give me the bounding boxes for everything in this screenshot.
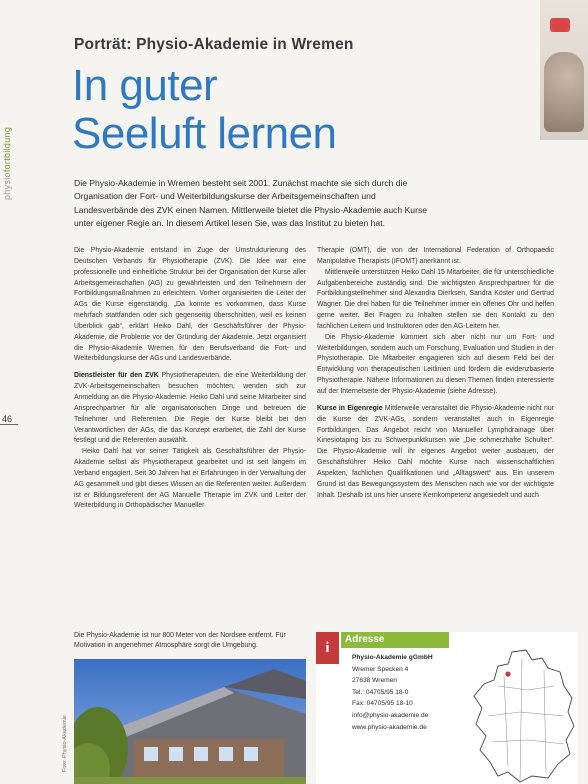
- germany-map-icon: [468, 646, 578, 784]
- building-photo: [74, 659, 306, 784]
- side-label-brand: physio: [2, 172, 12, 200]
- address-line-email[interactable]: info@physio-akademie.de: [352, 711, 429, 719]
- paragraph: Dienstleister für den ZVK Physiotherapeuten, die eine Weiterbildung der ZVK-Arbeitsgemeinschaften besuchen möchten, wenden sich zur Anmeldung an die Physio-Akademie. Heiko Dahl und seine Mitarbeiter sind Ansprechpartner für alle organisatorischen Dinge und betreuen die Teilnehmer und Referenten. Die Regie der Kurse bleibt bei den Verantwortlichen der AGs, die das Konzept erarbeitet, die Zahl der Kurse festlegt und die Referenten auswählt.: [74, 372, 307, 445]
- address-lines: [352, 652, 433, 733]
- headline-line-1: In guter: [72, 61, 218, 110]
- paragraph: Die Physio-Akademie entstand im Zuge der Umstrukturierung des Deutschen Verbands für Physiotherapie (ZVK). Die Idee war eine professionelle und einheitliche Struktur bei der Organisation der Kurse aller Arbeitsgemeinschaften (AG) zu gewährleisten und den Teilnehmern der Fortbildungsmaßnahmen zu erleichtern. Vorher organisierten die Leiter der AGs die Kurse eigenständig. „Da konnte es vorkommen, dass Kurse mehrfach stattfanden oder sich gegenseitig überschnitten, weil es keinen Überblick gab“, erklärt Heiko Dahl, der Geschäftsführer der Physio-Akademie, die Probleme vor der Gründung der Akademie. Jetzt organisiert die Physio-Akademie Wremen für den Berufsverband die Fort- und Weiterbildungskurse der AGs und Landesverbände.: [74, 247, 306, 363]
- address-box: [316, 632, 578, 784]
- photo-caption: Die Physio-Akademie ist nur 800 Meter von der Nordsee entfernt. Für Motivation in angenehmer Atmosphäre sorgt die Umgebung.: [74, 632, 286, 649]
- address-line-fax: Fax: 04705/95 18-10: [352, 700, 413, 708]
- address-title: Adresse: [341, 632, 449, 648]
- info-icon: i: [316, 632, 339, 664]
- ad-photo: [544, 52, 584, 132]
- photo-credit: Foto: Physio-Akademie: [62, 715, 68, 772]
- address-line-web[interactable]: www.physio-akademie.de: [352, 723, 427, 731]
- article-intro: Die Physio-Akademie in Wremen besteht seit 2001. Zunächst machte sie sich durch die Organisation der Fort- und Weiterbildungskurse der Arbeitsgemeinschaften und Landesverbände des ZVK einen Namen. Mittlerweile bietet die Physio-Akademie auch Kurse unter eigener Regie an. In diesem Artikel lesen Sie, was das Institut zu bieten hat.: [74, 178, 428, 229]
- article-column-1: [74, 246, 306, 512]
- ad-graphic: [550, 18, 570, 32]
- side-label-section: fortbildung: [2, 126, 12, 173]
- subhead: Kurse in Eigenregie: [317, 404, 383, 412]
- paragraph: Die Physio-Akademie kümmert sich aber nicht nur um Fort- und Weiterbildungen, sondern auch um Forschung, Evaluation und Studien in der Physiotherapie. Die Mitarbeiter engagieren sich auf diesem Feld bei der Entwicklung von therapeutischen Leitlinien und fördern die evidenzbasierte Physiotherapie. Nähere Informationen zu diesen Themen finden interessierte auf der Internetseite der Physio-Akademie (siehe Adresse).: [317, 333, 554, 395]
- building-photo-illustration: [74, 659, 306, 784]
- address-line-city: 27638 Wremen: [352, 677, 397, 685]
- headline-line-2: Seeluft lernen: [72, 109, 337, 158]
- article-headline: [72, 62, 337, 158]
- subhead: Dienstleister für den ZVK: [74, 372, 159, 380]
- adjacent-page-ad: [540, 0, 588, 140]
- paragraph: Heiko Dahl hat vor seiner Tätigkeit als Geschäftsführer der Physio-Akademie selbst als Physiotherapeut gearbeitet und ist seit langem im Verband engagiert. Seit 30 Jahren hat er Erfahrungen in der Verwaltung der AG gesammelt und gibt dieses Wissen an die Referenten weiter. Außerdem ist er Bildungsreferent der AG Manuelle Therapie im ZVK und Leiter der Weiterbildung in Orthopädischer Manueller: [74, 448, 306, 510]
- paragraph: Mittlerweile unterstützen Heiko Dahl 15 Mitarbeiter, die für unterschiedliche Aufgabenbereiche zuständig sind. Die wichtigsten Ansprechpartner für die Fortbildungsteilnehmer sind Alexandra Dierksen, Sandra Köster und Gertrud Wagner. Die drei haben für die Teilnehmer immer ein offenes Ohr und helfen gerne weiter. Bei Fragen zu Inhalten stellen sie den Kontakt zu den fachlichen Leitern und Instruktoren oder den AG-Leitern her.: [317, 268, 554, 330]
- address-line-street: Wremer Specken 4: [352, 665, 409, 673]
- article-kicker: Porträt: Physio-Akademie in Wremen: [74, 36, 354, 53]
- page-number: 46: [2, 414, 13, 424]
- article-column-2: [317, 246, 554, 501]
- page-number-rule: [0, 424, 18, 425]
- paragraph: Kurse in Eigenregie Mittlerweile veranstaltet die Physio-Akademie nicht nur die Kurse der ZVK-AGs, sondern veranstaltet auch in Eigenregie Fortbildungen. Das Angebot reicht von Manueller Lymphdrainage über Kinesiotaping bis zu Schwerpunktkursen wie „Die schmerzhafte Schulter“. Die Physio-Akademie will ihr eigenes Angebot weiter ausbauen, der Geschäftsführer Heiko Dahl möchte Kurse nach wissenschaftlichen Aspekten, fachlichen Qualifikationen und „Alltagswert“ aus. Ein unserem Grund ist das Bewegungssystem des Menschen nach wie vor der wichtigste Inhalt. Deshalb ist uns hier unsere Kernkompetenz angesiedelt und auch: [317, 404, 554, 499]
- section-side-label: [2, 80, 16, 200]
- paragraph: Therapie (OMT), die von der International Federation of Orthopaedic Manipulative Therapists (IFOMT) anerkannt ist.: [317, 247, 554, 265]
- address-line-phone: Tel.: 04705/95 18-0: [352, 688, 409, 696]
- address-line-org: Physio-Akademie gGmbH: [352, 654, 433, 661]
